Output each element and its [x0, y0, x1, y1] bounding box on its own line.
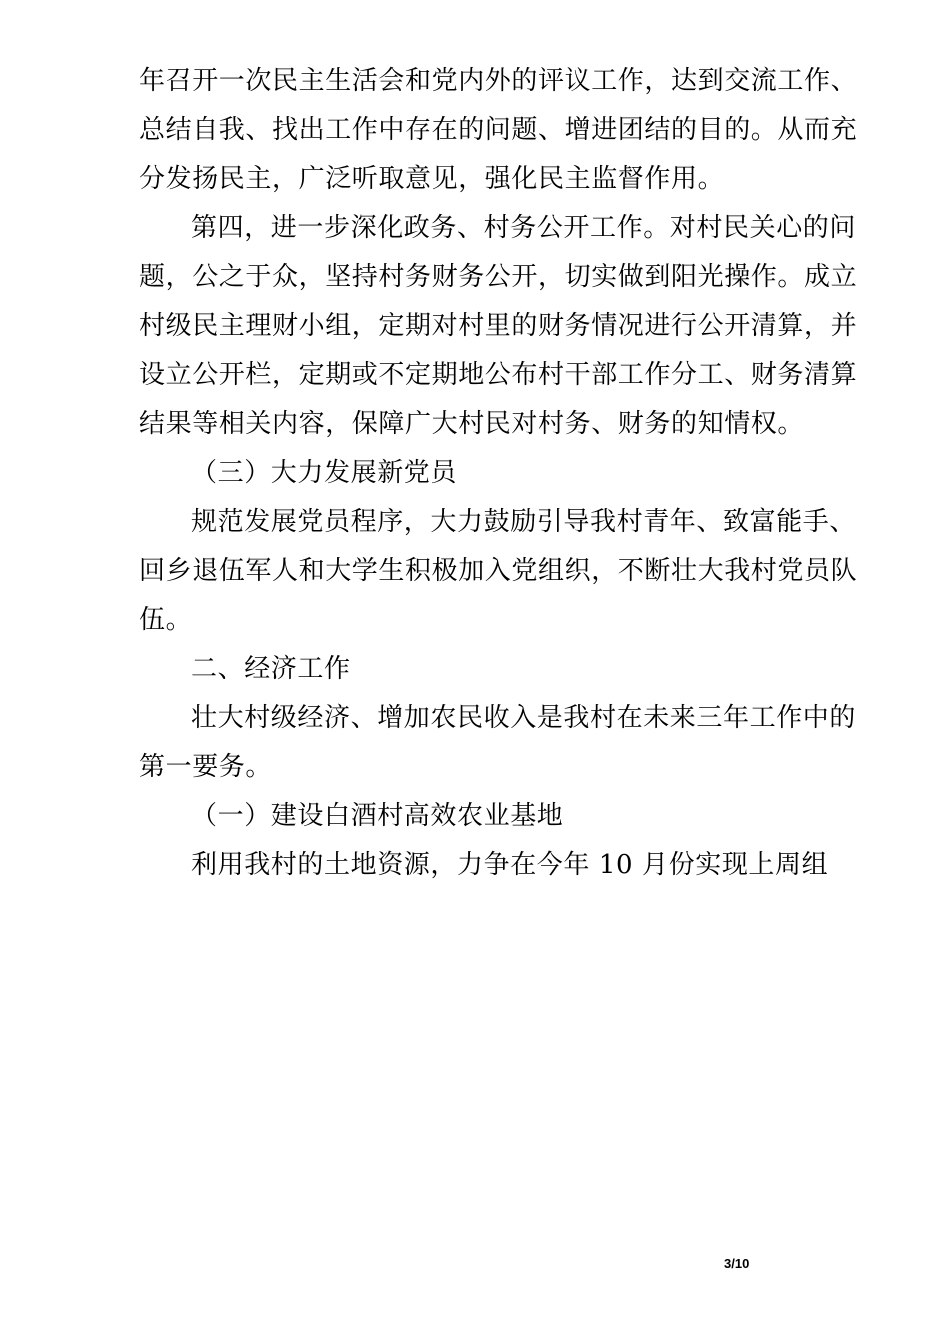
text-line: 题，公之于众，坚持村务财务公开，切实做到阳光操作。成立 [139, 262, 858, 292]
text-line: 第四，进一步深化政务、村务公开工作。对村民关心的问 [191, 213, 857, 243]
text-line: 村级民主理财小组，定期对村里的财务情况进行公开清算，并 [139, 311, 858, 341]
text-line: 结果等相关内容，保障广大村民对村务、财务的知情权。 [139, 409, 805, 439]
text-line: 总结自我、找出工作中存在的问题、增进团结的目的。从而充 [139, 115, 858, 145]
text-line: 设立公开栏，定期或不定期地公布村干部工作分工、财务清算 [139, 360, 858, 390]
text-line: 壮大村级经济、增加农民收入是我村在未来三年工作中的 [191, 703, 857, 733]
section-heading: （三）大力发展新党员 [191, 458, 458, 488]
text-line: 利用我村的土地资源，力争在今年 10 月份实现上周组 [191, 850, 829, 880]
text-line: 年召开一次民主生活会和党内外的评议工作，达到交流工作、 [139, 66, 858, 96]
text-line: 回乡退伍军人和大学生积极加入党组织，不断壮大我村党员队 [139, 556, 858, 586]
section-heading: 二、经济工作 [191, 654, 351, 684]
text-line: 分发扬民主，广泛听取意见，强化民主监督作用。 [139, 164, 725, 194]
text-line: 规范发展党员程序，大力鼓励引导我村青年、致富能手、 [191, 507, 857, 537]
text-line: 伍。 [139, 605, 193, 635]
document-body [139, 57, 858, 890]
section-heading: （一）建设白酒村高效农业基地 [191, 801, 564, 831]
text-line: 第一要务。 [139, 752, 273, 782]
page-number: 3/10 [724, 1256, 750, 1271]
